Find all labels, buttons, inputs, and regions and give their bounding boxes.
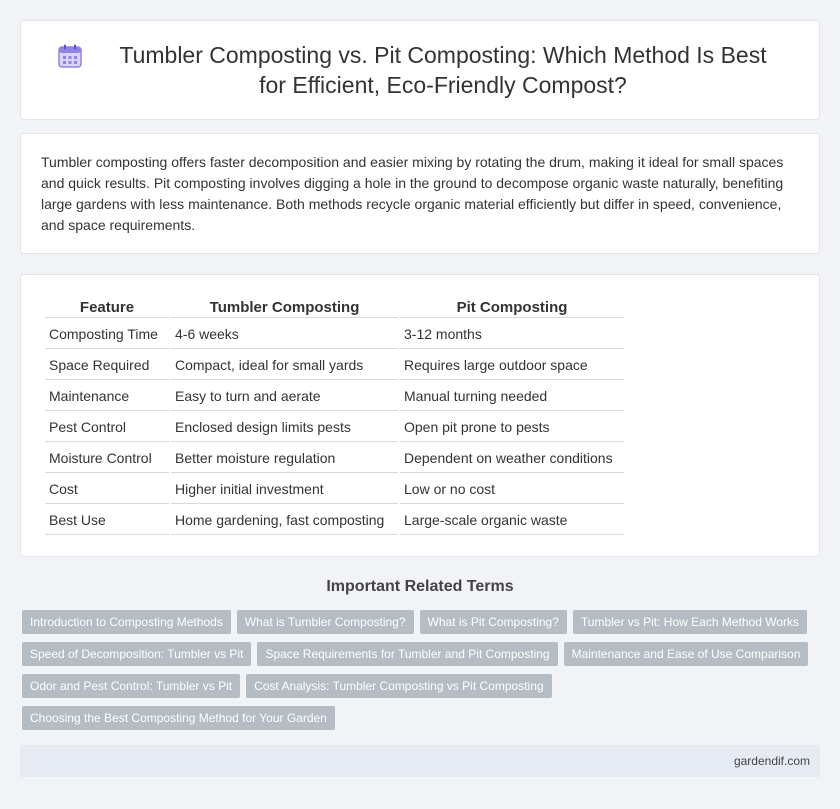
table-cell-tumbler: Enclosed design limits pests — [171, 411, 398, 442]
table-cell-feature: Moisture Control — [45, 442, 169, 473]
table-cell-pit: 3-12 months — [400, 318, 624, 349]
related-term-link[interactable]: Odor and Pest Control: Tumbler vs Pit — [22, 674, 240, 698]
footer-site-link[interactable]: gardendif.com — [733, 754, 810, 768]
related-terms-list — [22, 610, 822, 730]
table-cell-pit: Manual turning needed — [400, 380, 624, 411]
comparison-table — [43, 295, 626, 535]
calendar-icon — [57, 43, 83, 69]
comparison-table-card — [20, 274, 820, 557]
related-term-link[interactable]: Tumbler vs Pit: How Each Method Works — [573, 610, 807, 634]
table-row — [45, 349, 624, 380]
related-term-link[interactable]: Choosing the Best Composting Method for Your Garden — [22, 706, 335, 730]
related-term-link[interactable]: Maintenance and Ease of Use Comparison — [564, 642, 809, 666]
table-cell-feature: Best Use — [45, 504, 169, 535]
related-term-link[interactable]: What is Tumbler Composting? — [237, 610, 414, 634]
related-term-link[interactable]: Space Requirements for Tumbler and Pit Composting — [257, 642, 557, 666]
related-term-link[interactable]: Cost Analysis: Tumbler Composting vs Pit Composting — [246, 674, 551, 698]
table-cell-pit: Dependent on weather conditions — [400, 442, 624, 473]
intro-card — [20, 133, 820, 254]
table-cell-feature: Cost — [45, 473, 169, 504]
table-cell-feature: Space Required — [45, 349, 169, 380]
column-header-tumbler: Tumbler Composting — [171, 295, 398, 318]
table-cell-tumbler: Compact, ideal for small yards — [171, 349, 398, 380]
header-card — [20, 20, 820, 120]
table-cell-pit: Open pit prone to pests — [400, 411, 624, 442]
table-cell-pit: Low or no cost — [400, 473, 624, 504]
page-title: Tumbler Composting vs. Pit Composting: Which Method Is Best for Efficient, Eco-Friendly Compost? — [119, 42, 767, 98]
related-terms-heading: Important Related Terms — [326, 578, 514, 595]
table-cell-pit: Requires large outdoor space — [400, 349, 624, 380]
table-row — [45, 411, 624, 442]
table-cell-feature: Pest Control — [45, 411, 169, 442]
table-row — [45, 380, 624, 411]
table-row — [45, 504, 624, 535]
table-cell-pit: Large-scale organic waste — [400, 504, 624, 535]
table-cell-tumbler: 4-6 weeks — [171, 318, 398, 349]
table-cell-tumbler: Higher initial investment — [171, 473, 398, 504]
table-header-row — [45, 295, 624, 318]
related-term-link[interactable]: Introduction to Composting Methods — [22, 610, 231, 634]
table-row — [45, 442, 624, 473]
related-term-link[interactable]: What is Pit Composting? — [420, 610, 567, 634]
footer — [20, 745, 820, 777]
table-row — [45, 473, 624, 504]
table-cell-feature: Composting Time — [45, 318, 169, 349]
column-header-feature: Feature — [45, 295, 169, 318]
column-header-pit: Pit Composting — [400, 295, 624, 318]
intro-paragraph: Tumbler composting offers faster decomposition and easier mixing by rotating the drum, making it ideal for small spaces and quick results. Pit composting involves digging a hole in the ground to decompose organic waste naturally, benefiting large gardens with less maintenance. Both methods recycle organic material efficiently but differ in speed, convenience, and space requirements. — [41, 154, 784, 233]
related-term-link[interactable]: Speed of Decomposition: Tumbler vs Pit — [22, 642, 251, 666]
title-wrap — [27, 40, 813, 100]
table-cell-feature: Maintenance — [45, 380, 169, 411]
table-cell-tumbler: Home gardening, fast composting — [171, 504, 398, 535]
table-row — [45, 318, 624, 349]
table-cell-tumbler: Easy to turn and aerate — [171, 380, 398, 411]
table-cell-tumbler: Better moisture regulation — [171, 442, 398, 473]
